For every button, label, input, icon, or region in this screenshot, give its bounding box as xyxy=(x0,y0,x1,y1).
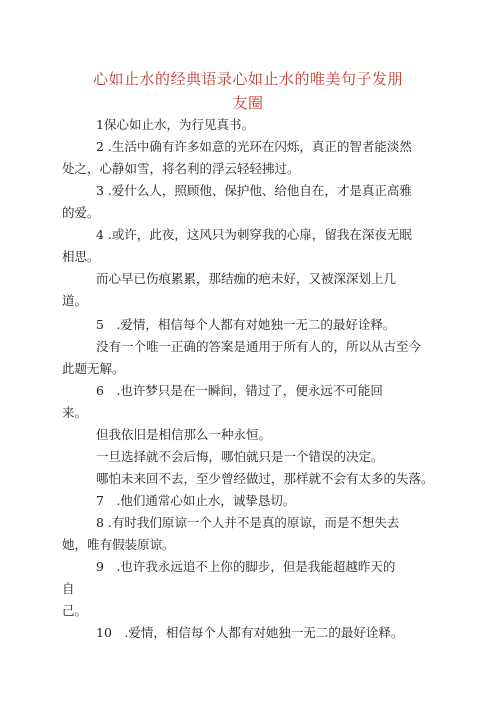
text-line: 但我依旧是相信那么一种永恒。 xyxy=(96,427,272,442)
text-line: 道。 xyxy=(62,293,88,308)
text-line: 来。 xyxy=(62,405,88,420)
text-line: 9 .也许我永远追不上你的脚步，但是我能超越昨天的 xyxy=(96,559,396,574)
text-line: 4 .或许，此夜，这风只为刺穿我的心扉，留我在深夜无眠 xyxy=(96,227,412,242)
text-line: 2 .生活中确有许多如意的光环在闪烁，真正的智者能淡然 xyxy=(96,139,412,154)
text-line: 一旦选择就不会后悔，哪怕就只是一个错误的决定。 xyxy=(96,449,384,464)
document-title-line-1: 心如止水的经典语录心如止水的唯美句子发朋 xyxy=(92,70,403,88)
text-line: 8 .有时我们原谅一个人并不是真的原谅，而是不想失去 xyxy=(96,515,400,530)
text-line: 而心早已伤痕累累，那结痂的疤未好，又被深深划上几 xyxy=(96,271,397,286)
text-line: 7 .他们通常心如止水，诚挚恳切。 xyxy=(96,493,296,508)
text-line: 6 .也许梦只是在一瞬间，错过了，便永远不可能回 xyxy=(96,383,383,398)
text-line: 没有一个唯一正确的答案是通用于所有人的，所以从古至今 xyxy=(96,339,422,354)
text-line: 此题无解。 xyxy=(62,361,125,376)
text-line: 己。 xyxy=(62,603,88,618)
text-line: 5 .爱情，相信每个人都有对她独一无二的最好诠释。 xyxy=(96,317,396,332)
text-line: 1保心如止水，为行见真书。 xyxy=(96,117,254,132)
text-line: 的爱。 xyxy=(62,205,100,220)
text-line: 3 .爱什么人，照顾他、保护他、给他自在，才是真正高雅 xyxy=(96,183,412,198)
text-line: 她，唯有假装原谅。 xyxy=(62,537,175,552)
text-line: 处之，心静如雪，将名利的浮云轻轻拂过。 xyxy=(62,161,300,176)
text-line: 自 xyxy=(62,581,75,596)
text-line: 哪怕未来回不去，至少曾经做过，那样就不会有太多的失落。 xyxy=(96,471,434,486)
text-line: 10 .爱情，相信每个人都有对她独一无二的最好诠释。 xyxy=(96,625,404,640)
document-title-line-2: 友圈 xyxy=(232,94,264,112)
text-line: 相思。 xyxy=(62,249,100,264)
